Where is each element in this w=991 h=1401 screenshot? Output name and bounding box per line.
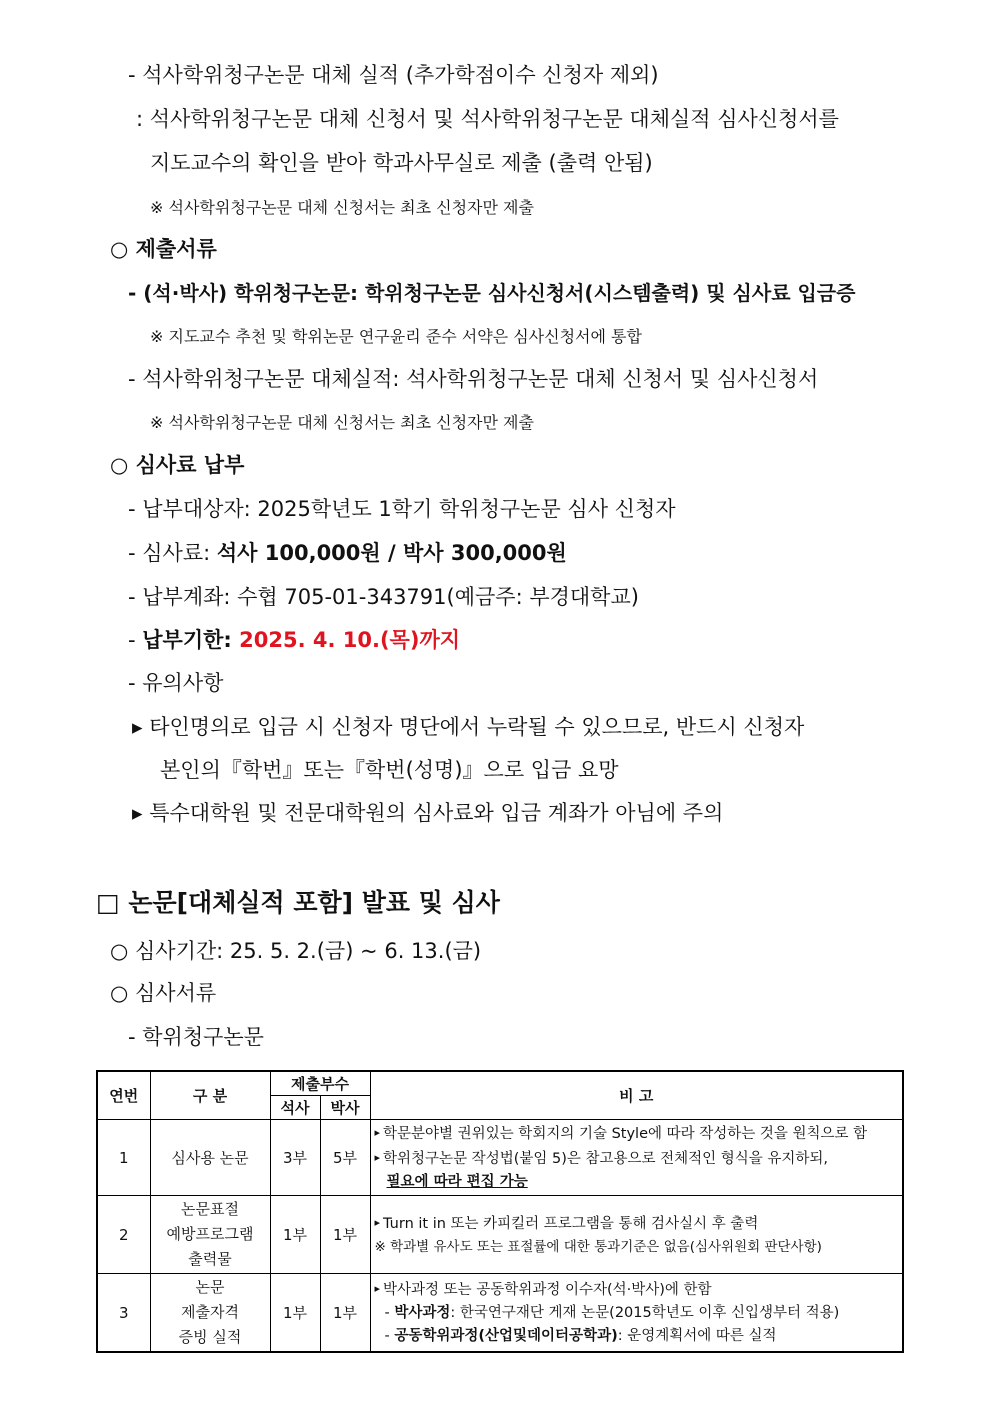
cell-no: 3	[97, 1274, 150, 1353]
division-line: 증빙 실적	[178, 1328, 242, 1346]
section-submit-docs: ○ 제출서류	[110, 237, 217, 261]
fee-value: 석사 100,000원 / 박사 300,000원	[216, 541, 567, 565]
division-line: 출력물	[188, 1250, 232, 1268]
note-advisor: ※ 지도교수 추천 및 학위논문 연구윤리 준수 서약은 심사신청서에 통합	[150, 327, 642, 346]
dash: -	[384, 1328, 395, 1344]
line-substitute-desc-2: 지도교수의 확인을 받아 학과사무실로 제출 (출력 안됨)	[150, 151, 653, 175]
submission-table	[96, 1070, 904, 1353]
cell-master: 1부	[270, 1274, 320, 1353]
cell-note	[370, 1196, 903, 1274]
line-substitute-desc-1: : 석사학위청구논문 대체 신청서 및 석사학위청구논문 대체실적 심사신청서를	[136, 107, 839, 131]
cell-no: 2	[97, 1196, 150, 1274]
th-division: 구 분	[150, 1071, 270, 1120]
cell-division	[150, 1196, 270, 1274]
deadline-label: 납부기한:	[142, 628, 240, 652]
cell-note	[370, 1274, 903, 1353]
note-line: ※ 학과별 유사도 또는 표절률에 대한 통과기준은 없음(심사위원회 판단사항)	[374, 1238, 822, 1255]
line-degree-thesis: - (석·박사) 학위청구논문: 학위청구논문 심사신청서(시스템출력) 및 심사료 입금증	[128, 281, 856, 305]
note-emphasis: 공동학위과정(산업및데이터공학과)	[394, 1328, 618, 1344]
bullet-icon: ▸	[374, 1215, 381, 1229]
th-master: 석사	[270, 1096, 320, 1120]
fee-label: - 심사료:	[128, 541, 217, 565]
cell-division: 심사용 논문	[150, 1120, 270, 1196]
cell-doctor: 5부	[320, 1120, 370, 1196]
note-line: 박사과정 또는 공동학위과정 이수자(석·박사)에 한함	[383, 1282, 712, 1298]
division-line: 논문	[195, 1278, 225, 1296]
note-first-applicant-2: ※ 석사학위청구논문 대체 신청서는 최초 신청자만 제출	[150, 413, 534, 432]
th-copies: 제출부수	[270, 1071, 370, 1096]
note-line: 학위청구논문 작성법(붙임 5)은 참고용으로 전체적인 형식을 유지하되,	[383, 1151, 829, 1167]
table-row	[97, 1274, 903, 1353]
cell-no: 1	[97, 1120, 150, 1196]
cell-division	[150, 1274, 270, 1353]
cell-doctor: 1부	[320, 1274, 370, 1353]
deadline-date: 2025. 4. 10.(목)까지	[239, 628, 461, 652]
division-line: 예방프로그램	[166, 1225, 254, 1243]
line-caution-2: 본인의『학번』또는『학번(성명)』으로 입금 요망	[160, 758, 619, 782]
cell-note	[370, 1120, 903, 1196]
cell-master: 3부	[270, 1120, 320, 1196]
line-substitute-title: - 석사학위청구논문 대체 실적 (추가학점이수 신청자 제외)	[128, 63, 659, 87]
line-caution-title: - 유의사항	[128, 671, 224, 695]
line-review-docs: ○ 심사서류	[110, 981, 217, 1005]
line-review-period: ○ 심사기간: 25. 5. 2.(금) ~ 6. 13.(금)	[110, 939, 482, 963]
bullet-icon: ▸	[374, 1126, 381, 1139]
deadline-dash: -	[128, 628, 143, 652]
line-thesis: - 학위청구논문	[128, 1025, 264, 1049]
table-row	[97, 1196, 903, 1274]
bullet-icon: ▸	[374, 1282, 381, 1295]
note-line-emphasis: 필요에 따라 편집 가능	[386, 1174, 528, 1190]
th-doctor: 박사	[320, 1096, 370, 1120]
cell-master: 1부	[270, 1196, 320, 1274]
division-line: 제출자격	[181, 1303, 239, 1321]
section-fee: ○ 심사료 납부	[110, 453, 245, 477]
line-caution-1: ▸ 타인명의로 입금 시 신청자 명단에서 누락될 수 있으므로, 반드시 신청자	[132, 715, 805, 739]
line-substitute-docs: - 석사학위청구논문 대체실적: 석사학위청구논문 대체 신청서 및 심사신청서	[128, 367, 819, 391]
dash: -	[384, 1305, 395, 1321]
table-row	[97, 1120, 903, 1196]
division-line: 논문표절	[181, 1200, 239, 1218]
line-caution-3: ▸ 특수대학원 및 전문대학원의 심사료와 입금 계좌가 아님에 주의	[132, 801, 724, 825]
th-no: 연번	[97, 1071, 150, 1120]
line-fee-target: - 납부대상자: 2025학년도 1학기 학위청구논문 심사 신청자	[128, 497, 676, 521]
note-line: : 운영계획서에 따른 실적	[617, 1328, 777, 1344]
note-first-applicant-1: ※ 석사학위청구논문 대체 신청서는 최초 신청자만 제출	[150, 198, 534, 217]
section-heading-defense: □ 논문[대체실적 포함] 발표 및 심사	[96, 888, 500, 917]
line-deadline	[128, 625, 460, 655]
line-fee-amount	[128, 538, 567, 568]
note-emphasis: 박사과정	[394, 1305, 451, 1321]
note-line: Turn it in 또는 카피킬러 프로그램을 통해 검사실시 후 출력	[383, 1215, 759, 1232]
th-note: 비 고	[370, 1071, 903, 1120]
note-line: 학문분야별 권위있는 학회지의 기술 Style에 따라 작성하는 것을 원칙으로 함	[383, 1126, 868, 1142]
note-line: : 한국연구재단 게재 논문(2015학년도 이후 신입생부터 적용)	[450, 1305, 840, 1321]
cell-doctor: 1부	[320, 1196, 370, 1274]
bullet-icon: ▸	[374, 1151, 381, 1164]
line-account: - 납부계좌: 수협 705-01-343791(예금주: 부경대학교)	[128, 585, 639, 609]
